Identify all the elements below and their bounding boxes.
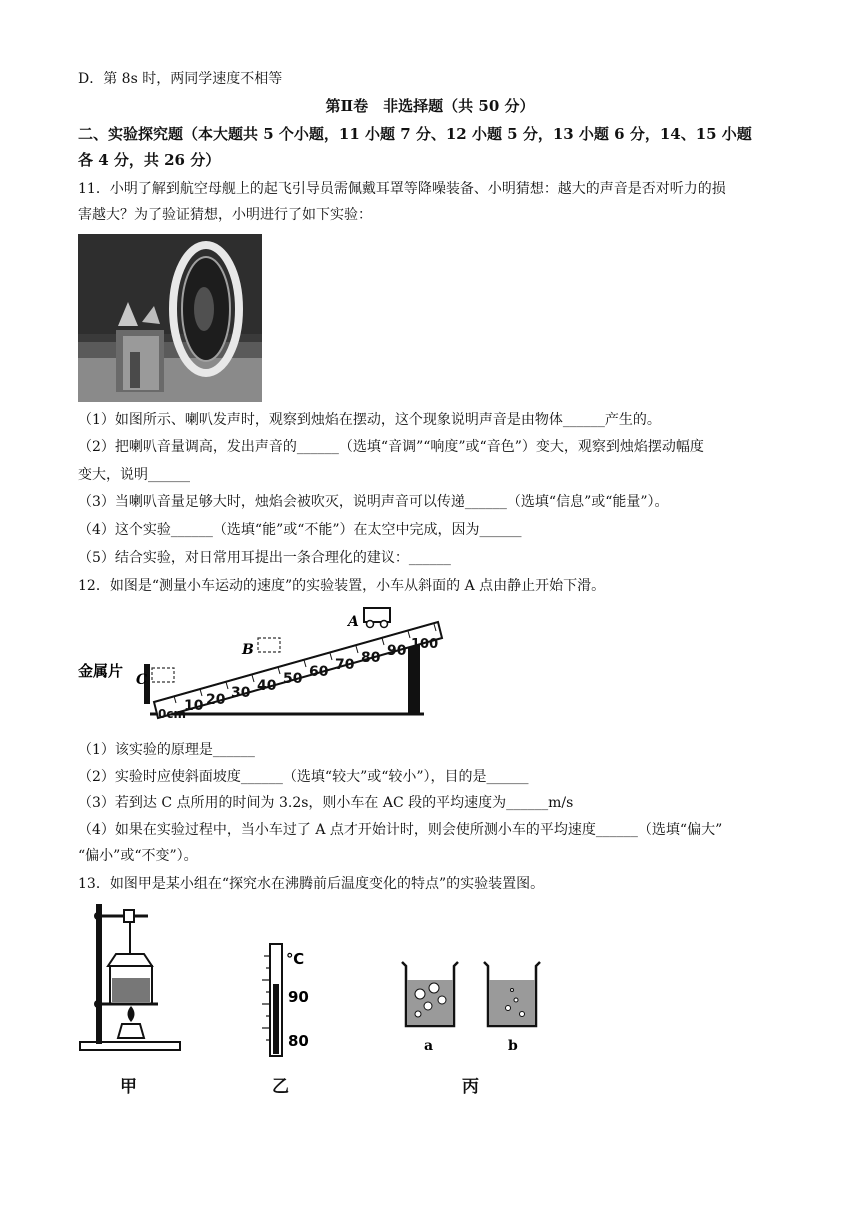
- question-12-part-3: （3）若到达 C 点所用的时间为 3.2s，则小车在 AC 段的平均速度为______m/s: [78, 795, 574, 811]
- figure-caption-yi: 乙: [272, 1077, 289, 1097]
- tick-label-70: 70: [335, 657, 355, 673]
- tick-label-80: 80: [361, 650, 381, 666]
- thermometer-label-80: 80: [288, 1032, 309, 1050]
- cart-at-a: [364, 608, 390, 622]
- section-heading-line1: 二、实验探究题（本大题共 5 个小题，11 小题 7 分、12 小题 5 分，13 小题 6 分，14、15 小题: [78, 125, 752, 143]
- tick-label-40: 40: [257, 678, 277, 694]
- cart-at-b: [258, 638, 280, 652]
- question-11-part-1: （1）如图所示、喇叭发声时，观察到烛焰在摆动，这个现象说明声音是由物体______产生的。: [78, 412, 661, 428]
- figure-caption-jia: 甲: [120, 1077, 137, 1097]
- question-11-part-5: （5）结合实验，对日常用耳提出一条合理化的建议：______: [78, 550, 451, 566]
- question-11-part-2-line1: （2）把喇叭音量调高，发出声音的______（选填“音调”“响度”或“音色”）变大，观察到烛焰摆动幅度: [78, 439, 704, 455]
- incline-diagram: [78, 604, 458, 730]
- figure-caption-bing: 丙: [462, 1077, 479, 1097]
- beaker-b-label: b: [508, 1038, 518, 1054]
- tick-label-60: 60: [309, 664, 329, 680]
- question-11-part-4: （4）这个实验______（选填“能”或“不能”）在太空中完成，因为______: [78, 522, 522, 538]
- beakers-diagram: [398, 958, 548, 1054]
- section-heading-line2: 各 4 分，共 26 分）: [78, 151, 221, 169]
- question-12-part-2: （2）实验时应使斜面坡度______（选填“较大”或“较小”），目的是______: [78, 769, 529, 785]
- thermometer-diagram: [256, 940, 316, 1060]
- question-12-part-4-line1: （4）如果在实验过程中，当小车过了 A 点才开始计时，则会使所测小车的平均速度______（选填“偏大”: [78, 822, 723, 838]
- boiling-apparatus-diagram: [78, 900, 184, 1056]
- tick-label-20: 20: [206, 692, 226, 708]
- tick-label-10: 10: [184, 698, 204, 714]
- option-d: D．第 8s 时，两同学速度不相等: [78, 71, 283, 87]
- point-b-label: B: [242, 642, 254, 658]
- thermometer-unit: ℃: [286, 950, 305, 968]
- question-12-part-4-line2: “偏小”或“不变”）。: [78, 848, 198, 864]
- tick-label-100: 100: [411, 637, 439, 652]
- cart-at-c: [152, 668, 174, 682]
- beaker-a-label: a: [424, 1038, 434, 1054]
- question-12-stem: 12．如图是“测量小车运动的速度”的实验装置，小车从斜面的 A 点由静止开始下滑。: [78, 578, 606, 594]
- tick-label-90: 90: [387, 643, 407, 659]
- thermometer-label-90: 90: [288, 988, 309, 1006]
- question-11-part-2-line2: 变大，说明______: [78, 467, 190, 483]
- volume-title: 第Ⅱ卷 非选择题（共 50 分）: [325, 97, 535, 115]
- tick-label-50: 50: [283, 671, 303, 687]
- metal-plate-label: 金属片: [78, 662, 124, 680]
- tick-label-30: 30: [231, 685, 251, 701]
- support-block: [408, 644, 420, 714]
- point-c-label: C: [136, 672, 148, 688]
- question-11-stem-line1: 11．小明了解到航空母舰上的起飞引导员需佩戴耳罩等降噪装备、小明猜想：越大的声音是否对听力的损: [78, 181, 726, 197]
- ruler-unit-label: 0cm: [158, 707, 186, 721]
- point-a-label: A: [348, 614, 359, 630]
- question-11-stem-line2: 害越大？为了验证猜想，小明进行了如下实验：: [78, 207, 372, 223]
- question-11-part-3: （3）当喇叭音量足够大时，烛焰会被吹灭，说明声音可以传递______（选填“信息”或“能量”）。: [78, 494, 669, 510]
- speaker-candle-photo: [78, 234, 262, 402]
- question-13-stem: 13．如图甲是某小组在“探究水在沸腾前后温度变化的特点”的实验装置图。: [78, 876, 545, 892]
- question-12-part-1: （1）该实验的原理是______: [78, 742, 255, 758]
